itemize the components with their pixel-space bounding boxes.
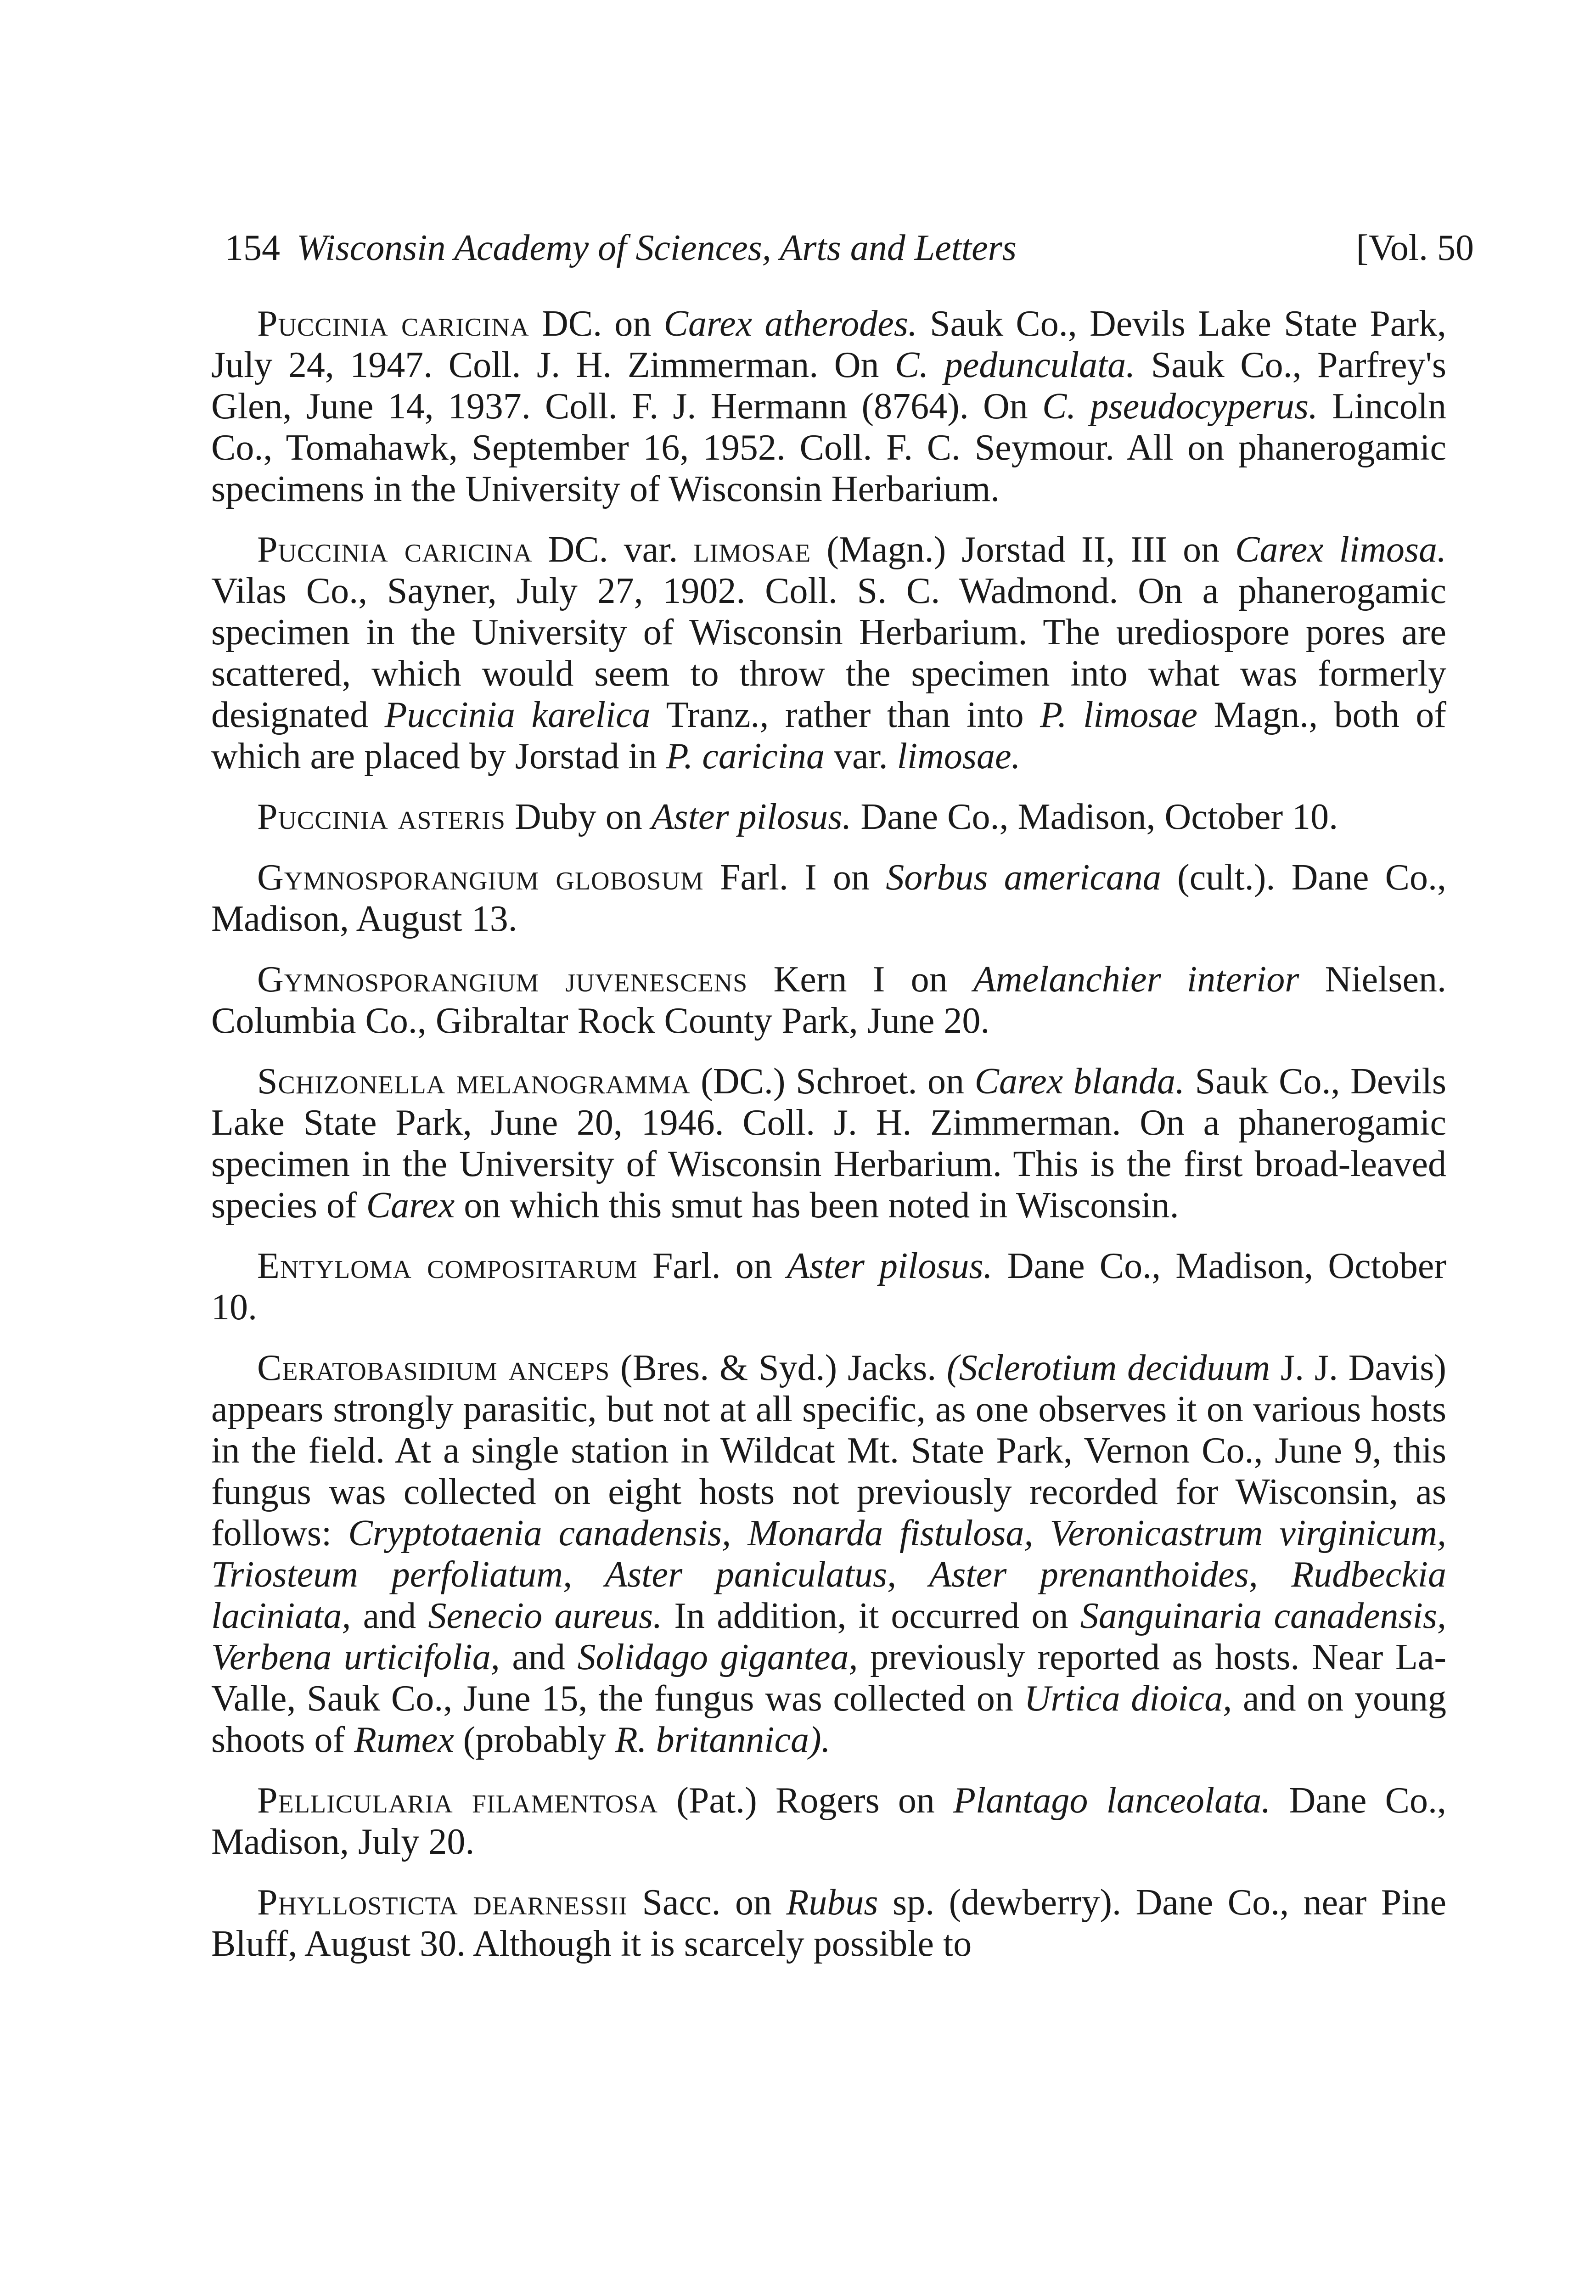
header-left bbox=[225, 220, 1017, 276]
text-run: DC. on bbox=[529, 304, 664, 344]
text-run: Sauk Co., Devils Lake State Park, June 20, 1946. Coll. J. H. Zimmerman. On a phanerogamic specimen in the University of Wisconsin Herbarium. This is the first broad-leaved species of bbox=[211, 1061, 1446, 1226]
italic-text: Carex atherodes. bbox=[663, 304, 917, 344]
text-run: DC. var. bbox=[532, 529, 694, 570]
italic-text: P. caricina bbox=[666, 736, 825, 777]
para-gymnosporangium-globosum bbox=[211, 857, 1446, 940]
species-name: Entyloma compositarum bbox=[257, 1246, 638, 1286]
text-run: Magn., both of which are placed by Jorstad in bbox=[211, 695, 1447, 777]
italic-text: Urtica dioica, bbox=[1024, 1678, 1232, 1719]
text-run: Sauk Co., Parfrey's Glen, June 14, 1937. Coll. F. J. Hermann (8764). On bbox=[211, 345, 1447, 427]
body-text bbox=[211, 303, 1446, 1984]
italic-text: Puccinia karelica bbox=[384, 695, 651, 735]
text-run: (probably bbox=[454, 1720, 615, 1760]
text-run: Vilas Co., Sayner, July 27, 1902. Coll. S. C. Wadmond. On a phanerogamic specimen in the University of Wisconsin Herbarium. The urediospore pores are scattered, which would seem to throw the specimen into what was formerly designated bbox=[211, 571, 1446, 735]
italic-text: Plantago lanceolata. bbox=[953, 1780, 1271, 1821]
text-run: Sauk Co., Devils Lake State Park, July 24, 1947. Coll. J. H. Zimmerman. On bbox=[211, 304, 1446, 385]
species-name: Puccinia asteris bbox=[257, 797, 506, 837]
para-puccinia-asteris bbox=[211, 796, 1446, 838]
para-puccinia-caricina bbox=[211, 303, 1446, 510]
italic-text: Aster pilosus. bbox=[651, 797, 852, 837]
para-puccinia-caricina-limosae bbox=[211, 529, 1446, 777]
para-phyllosticta-dearnessii bbox=[211, 1882, 1446, 1964]
italic-text: R. britannica). bbox=[615, 1720, 831, 1760]
species-name: Gymnosporangium globosum bbox=[257, 857, 704, 898]
para-schizonella-melanogramma bbox=[211, 1061, 1446, 1226]
text-run: Dane Co., Madison, October 10. bbox=[211, 1246, 1446, 1328]
text-run: on which this smut has been noted in Wisconsin. bbox=[455, 1185, 1179, 1226]
species-name: Puccinia caricina bbox=[257, 529, 533, 570]
text-run: and on young shoots of bbox=[211, 1678, 1446, 1760]
species-name: Gymnosporangium juvenescens bbox=[257, 959, 748, 1000]
italic-text: Cryptotaenia canadensis, Monarda fistulosa, Veronicastrum virginicum, Triosteum perfoliatum, Aster paniculatus, Aster prenanthoides, Rudbeckia laciniata, bbox=[211, 1513, 1446, 1636]
species-name: Phyllosticta dearnessii bbox=[257, 1882, 628, 1923]
text-run: Dane Co., Madison, July 20. bbox=[211, 1780, 1447, 1862]
italic-text: Amelanchier interior bbox=[973, 959, 1299, 1000]
text-run: Sacc. on bbox=[627, 1882, 787, 1923]
page-number: 154 bbox=[225, 228, 280, 268]
italic-text: C. pedunculata. bbox=[894, 345, 1135, 385]
text-run: (DC.) Schroet. on bbox=[690, 1061, 975, 1102]
text-run: var. bbox=[824, 736, 897, 777]
text-run: and bbox=[500, 1637, 578, 1677]
text-run: (Magn.) Jorstad II, III on bbox=[811, 529, 1236, 570]
text-run: Dane Co., Madison, October 10. bbox=[851, 797, 1338, 837]
text-run: (cult.). Dane Co., Madison, August 13. bbox=[211, 857, 1447, 939]
text-run: Lincoln Co., Tomahawk, September 16, 1952. Coll. F. C. Seymour. All on phanerogamic specimens in the University of Wisconsin Herbarium. bbox=[211, 386, 1447, 509]
italic-text: Sanguinaria canadensis, Verbena urticifolia, bbox=[211, 1596, 1447, 1677]
volume-label: [Vol. 50 bbox=[1356, 228, 1474, 268]
italic-text: Rubus bbox=[786, 1882, 878, 1923]
italic-text: (Sclerotium deciduum bbox=[947, 1348, 1270, 1388]
italic-text: Senecio aureus. bbox=[428, 1596, 663, 1636]
text-run: sp. (dewberry). Dane Co., near Pine Bluff, August 30. Although it is scarcely possible to bbox=[211, 1882, 1447, 1964]
species-name: Pellicularia filamentosa bbox=[257, 1780, 658, 1821]
species-name: Puccinia caricina bbox=[257, 304, 529, 344]
species-name: Ceratobasidium anceps bbox=[257, 1348, 610, 1388]
text-run: previously reported as hosts. Near LaValle, Sauk Co., June 15, the fungus was collected on bbox=[211, 1637, 1447, 1719]
italic-text: limosae. bbox=[897, 736, 1021, 777]
running-header bbox=[225, 220, 1474, 276]
text-run: Kern I on bbox=[747, 959, 973, 1000]
text-run: (Bres. & Syd.) Jacks. bbox=[610, 1348, 947, 1388]
italic-text: C. pseudocyperus. bbox=[1042, 386, 1318, 427]
text-run: (Pat.) Rogers on bbox=[658, 1780, 954, 1821]
text-run: and bbox=[351, 1596, 428, 1636]
species-name: limosae bbox=[693, 529, 811, 570]
italic-text: Rumex bbox=[354, 1720, 454, 1760]
text-run: In addition, it occurred on bbox=[662, 1596, 1080, 1636]
italic-text: Carex blanda. bbox=[974, 1061, 1185, 1102]
italic-text: Solidago gigantea, bbox=[577, 1637, 858, 1677]
journal-title: Wisconsin Academy of Sciences, Arts and Letters bbox=[297, 228, 1017, 268]
text-run: Farl. I on bbox=[703, 857, 886, 898]
text-run: Duby on bbox=[505, 797, 652, 837]
italic-text: Sorbus americana bbox=[886, 857, 1161, 898]
italic-text: Carex bbox=[366, 1185, 455, 1226]
text-run: Nielsen. Columbia Co., Gibraltar Rock County Park, June 20. bbox=[211, 959, 1446, 1041]
italic-text: Aster pilosus. bbox=[787, 1246, 993, 1286]
text-run: J. J. Davis) appears strongly parasitic, but not at all specific, as one observes it on various hosts in the field. At a single station in Wildcat Mt. State Park, Vernon Co., June 9, this fungus was collected on eight hosts not previously recorded for Wisconsin, as follows: bbox=[211, 1348, 1447, 1553]
text-run: Farl. on bbox=[637, 1246, 787, 1286]
text-run: Tranz., rather than into bbox=[650, 695, 1040, 735]
species-name: Schizonella melanogramma bbox=[257, 1061, 691, 1102]
para-pellicularia-filamentosa bbox=[211, 1780, 1446, 1863]
italic-text: P. limosae bbox=[1040, 695, 1197, 735]
para-ceratobasidium-anceps bbox=[211, 1347, 1446, 1761]
para-entyloma-compositarum bbox=[211, 1245, 1446, 1328]
para-gymnosporangium-juvenescens bbox=[211, 959, 1446, 1041]
italic-text: Carex limosa. bbox=[1235, 529, 1446, 570]
